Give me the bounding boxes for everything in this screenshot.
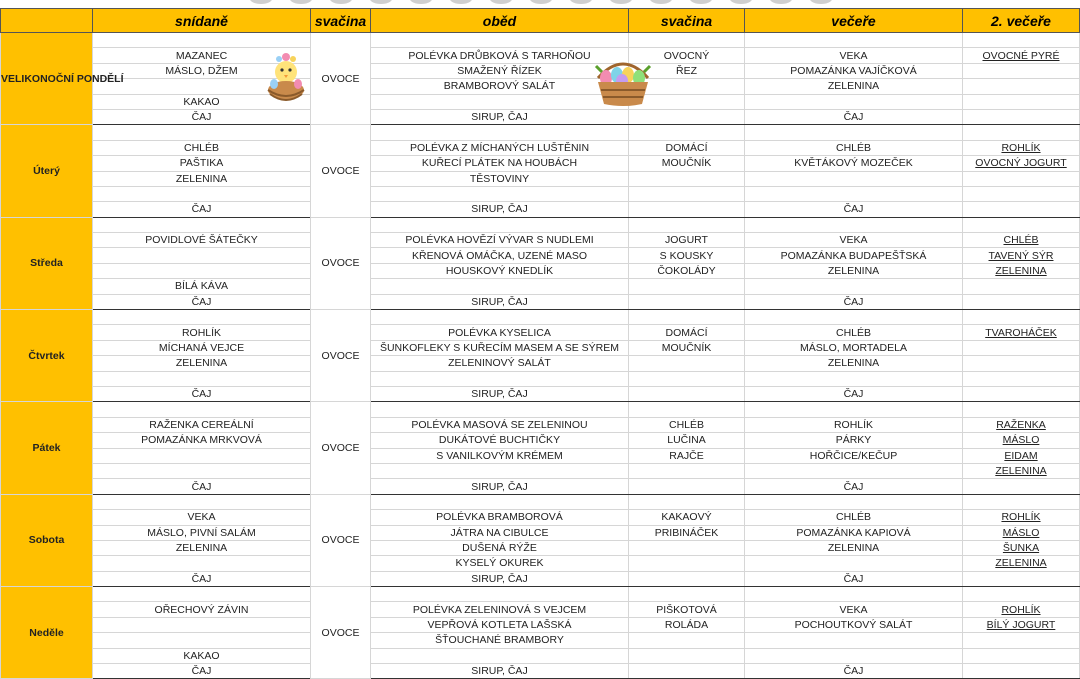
breakfast-cell: POVIDLOVÉ ŠÁTEČKY (93, 233, 311, 248)
second-dinner-cell (963, 325, 1080, 340)
breakfast-cell: KAKAO (93, 94, 311, 109)
lunch-cell: POLÉVKA BRAMBOROVÁ (371, 510, 629, 525)
second-dinner-item: ZELENINA (995, 465, 1047, 478)
table-row (1, 125, 1080, 140)
table-row (1, 448, 1080, 463)
second-dinner-cell (963, 109, 1080, 124)
table-row (1, 433, 1080, 448)
breakfast-cell (93, 310, 311, 325)
second-dinner-cell (963, 402, 1080, 417)
lunch-cell: SIRUP, ČAJ (371, 109, 629, 124)
breakfast-cell: ZELENINA (93, 540, 311, 555)
afternoon-snack-cell: ČOKOLÁDY (629, 263, 745, 278)
second-dinner-item: ROHLÍK (1001, 511, 1041, 524)
second-dinner-cell (963, 340, 1080, 355)
dinner-cell (745, 217, 963, 232)
second-dinner-item: BÍLÝ JOGURT (986, 619, 1056, 632)
second-dinner-cell (963, 156, 1080, 171)
dinner-cell: POCHOUTKOVÝ SALÁT (745, 617, 963, 632)
lunch-cell (371, 33, 629, 48)
afternoon-snack-cell: LUČINA (629, 433, 745, 448)
breakfast-cell: MÁSLO, PIVNÍ SALÁM (93, 525, 311, 540)
breakfast-cell (93, 587, 311, 602)
second-dinner-item: OVOCNÉ PYRÉ (982, 49, 1060, 62)
breakfast-cell: ZELENINA (93, 171, 311, 186)
breakfast-cell: ČAJ (93, 294, 311, 309)
table-row (1, 140, 1080, 155)
breakfast-cell: PAŠTIKA (93, 156, 311, 171)
breakfast-cell (93, 248, 311, 263)
second-dinner-cell (963, 94, 1080, 109)
second-dinner-cell (963, 463, 1080, 478)
breakfast-cell: MÍCHANÁ VEJCE (93, 340, 311, 355)
second-dinner-item: TVAROHÁČEK (985, 326, 1057, 339)
lunch-cell (371, 310, 629, 325)
morning-snack-cell: OVOCE (311, 33, 371, 125)
day-label: Neděle (1, 587, 93, 679)
afternoon-snack-cell: PIŠKOTOVÁ (629, 602, 745, 617)
lunch-cell (371, 494, 629, 509)
second-dinner-cell (963, 617, 1080, 632)
table-row (1, 171, 1080, 186)
afternoon-snack-cell (629, 371, 745, 386)
second-dinner-cell (963, 540, 1080, 555)
second-dinner-cell (963, 233, 1080, 248)
breakfast-cell: CHLÉB (93, 140, 311, 155)
second-dinner-cell (963, 217, 1080, 232)
second-dinner-item: TAVENÝ SÝR (988, 249, 1054, 262)
morning-snack-cell: OVOCE (311, 217, 371, 309)
dinner-cell: CHLÉB (745, 325, 963, 340)
dinner-cell (745, 94, 963, 109)
day-label: Úterý (1, 125, 93, 217)
breakfast-cell (93, 448, 311, 463)
dinner-cell: HOŘČICE/KEČUP (745, 448, 963, 463)
breakfast-cell (93, 402, 311, 417)
afternoon-snack-cell (629, 125, 745, 140)
table-row (1, 571, 1080, 586)
table-row (1, 217, 1080, 232)
lunch-cell: TĚSTOVINY (371, 171, 629, 186)
table-row (1, 648, 1080, 663)
second-dinner-item: OVOCNÝ JOGURT (975, 157, 1067, 170)
second-dinner-cell (963, 602, 1080, 617)
afternoon-snack-cell (629, 664, 745, 679)
day-label: Středa (1, 217, 93, 309)
breakfast-cell (93, 494, 311, 509)
second-dinner-cell (963, 263, 1080, 278)
second-dinner-cell (963, 171, 1080, 186)
dinner-cell (745, 33, 963, 48)
lunch-cell: HOUSKOVÝ KNEDLÍK (371, 263, 629, 278)
dinner-cell (745, 494, 963, 509)
table-row (1, 602, 1080, 617)
breakfast-cell (93, 371, 311, 386)
header-morning-snack: svačina (311, 9, 371, 33)
breakfast-cell: MAZANEC (93, 48, 311, 63)
afternoon-snack-cell: MOUČNÍK (629, 340, 745, 355)
dinner-cell: ČAJ (745, 664, 963, 679)
table-row (1, 233, 1080, 248)
second-dinner-cell (963, 448, 1080, 463)
table-row (1, 156, 1080, 171)
afternoon-snack-cell: JOGURT (629, 233, 745, 248)
breakfast-cell: ČAJ (93, 479, 311, 494)
lunch-cell: ŠUNKOFLEKY S KUŘECÍM MASEM A SE SÝREM (371, 340, 629, 355)
second-dinner-cell (963, 386, 1080, 401)
table-row (1, 325, 1080, 340)
dinner-cell: POMAZÁNKA BUDAPEŠŤSKÁ (745, 248, 963, 263)
second-dinner-cell (963, 479, 1080, 494)
afternoon-snack-cell (629, 109, 745, 124)
dinner-cell: ZELENINA (745, 356, 963, 371)
table-row (1, 48, 1080, 63)
second-dinner-cell (963, 587, 1080, 602)
afternoon-snack-cell: OVOCNÝ (629, 48, 745, 63)
second-dinner-item: ZELENINA (995, 265, 1047, 278)
dinner-cell: ČAJ (745, 479, 963, 494)
afternoon-snack-cell: PRIBINÁČEK (629, 525, 745, 540)
table-row (1, 525, 1080, 540)
breakfast-cell (93, 186, 311, 201)
lunch-cell: SIRUP, ČAJ (371, 386, 629, 401)
breakfast-cell: BÍLÁ KÁVA (93, 279, 311, 294)
dinner-cell: ROHLÍK (745, 417, 963, 432)
second-dinner-cell (963, 494, 1080, 509)
afternoon-snack-cell: ŘEZ (629, 63, 745, 78)
dinner-cell: VEKA (745, 602, 963, 617)
morning-snack-cell: OVOCE (311, 494, 371, 586)
header-day (1, 9, 93, 33)
dinner-cell (745, 648, 963, 663)
dinner-cell: CHLÉB (745, 510, 963, 525)
dinner-cell: ČAJ (745, 294, 963, 309)
dinner-cell (745, 587, 963, 602)
lunch-cell: SIRUP, ČAJ (371, 571, 629, 586)
afternoon-snack-cell (629, 463, 745, 478)
afternoon-snack-cell (629, 294, 745, 309)
afternoon-snack-cell (629, 356, 745, 371)
header-row (1, 9, 1080, 33)
second-dinner-item: EIDAM (1004, 449, 1038, 462)
table-row (1, 33, 1080, 48)
lunch-cell: S VANILKOVÝM KRÉMEM (371, 448, 629, 463)
dinner-cell: CHLÉB (745, 140, 963, 155)
afternoon-snack-cell (629, 587, 745, 602)
table-row (1, 340, 1080, 355)
dinner-cell: POMAZÁNKA KAPIOVÁ (745, 525, 963, 540)
lunch-cell: POLÉVKA KYSELICA (371, 325, 629, 340)
second-dinner-item: CHLÉB (1003, 234, 1039, 247)
second-dinner-cell (963, 294, 1080, 309)
afternoon-snack-cell (629, 386, 745, 401)
dinner-cell: MÁSLO, MORTADELA (745, 340, 963, 355)
afternoon-snack-cell (629, 494, 745, 509)
dinner-cell: ZELENINA (745, 540, 963, 555)
breakfast-cell (93, 633, 311, 648)
breakfast-cell (93, 125, 311, 140)
header-afternoon-snack: svačina (629, 9, 745, 33)
header-dinner: večeře (745, 9, 963, 33)
lunch-cell: VEPŘOVÁ KOTLETA LAŠSKÁ (371, 617, 629, 632)
afternoon-snack-cell (629, 633, 745, 648)
weekly-menu-table (0, 8, 1080, 679)
lunch-cell: SMAŽENÝ ŘÍZEK (371, 63, 629, 78)
table-row (1, 463, 1080, 478)
afternoon-snack-cell (629, 571, 745, 586)
lunch-cell: POLÉVKA ZELENINOVÁ S VEJCEM (371, 602, 629, 617)
lunch-cell (371, 463, 629, 478)
lunch-cell: POLÉVKA DRŮBKOVÁ S TARHOŇOU (371, 48, 629, 63)
second-dinner-cell (963, 140, 1080, 155)
breakfast-cell (93, 217, 311, 232)
breakfast-cell (93, 33, 311, 48)
afternoon-snack-cell (629, 186, 745, 201)
table-row (1, 63, 1080, 78)
table-row (1, 294, 1080, 309)
dinner-cell (745, 402, 963, 417)
afternoon-snack-cell (629, 33, 745, 48)
header-second-dinner: 2. večeře (963, 9, 1080, 33)
afternoon-snack-cell: CHLÉB (629, 417, 745, 432)
breakfast-cell: ROHLÍK (93, 325, 311, 340)
breakfast-cell: OŘECHOVÝ ZÁVIN (93, 602, 311, 617)
easter-chick-basket-icon (260, 50, 312, 108)
dinner-cell (745, 371, 963, 386)
second-dinner-cell (963, 125, 1080, 140)
day-label: Pátek (1, 402, 93, 494)
afternoon-snack-cell (629, 402, 745, 417)
table-row (1, 494, 1080, 509)
lunch-cell: POLÉVKA Z MÍCHANÝCH LUŠTĚNIN (371, 140, 629, 155)
second-dinner-cell (963, 33, 1080, 48)
afternoon-snack-cell (629, 540, 745, 555)
afternoon-snack-cell (629, 279, 745, 294)
breakfast-cell: ZELENINA (93, 356, 311, 371)
table-row (1, 186, 1080, 201)
header-breakfast: snídaně (93, 9, 311, 33)
second-dinner-cell (963, 79, 1080, 94)
second-dinner-item: MÁSLO (1002, 434, 1040, 447)
dinner-cell: ČAJ (745, 571, 963, 586)
table-row (1, 587, 1080, 602)
afternoon-snack-cell: RAJČE (629, 448, 745, 463)
afternoon-snack-cell: MOUČNÍK (629, 156, 745, 171)
lunch-cell (371, 217, 629, 232)
dinner-cell (745, 463, 963, 478)
table-row (1, 248, 1080, 263)
second-dinner-item: ŠUNKA (1002, 542, 1040, 555)
dinner-cell: PÁRKY (745, 433, 963, 448)
second-dinner-item: MÁSLO (1002, 526, 1040, 539)
second-dinner-item: ROHLÍK (1001, 141, 1041, 154)
dinner-cell (745, 279, 963, 294)
dinner-cell: ČAJ (745, 109, 963, 124)
table-row (1, 310, 1080, 325)
dinner-cell (745, 633, 963, 648)
second-dinner-cell (963, 279, 1080, 294)
second-dinner-cell (963, 571, 1080, 586)
breakfast-cell: ČAJ (93, 571, 311, 586)
dinner-cell: POMAZÁNKA VAJÍČKOVÁ (745, 63, 963, 78)
table-row (1, 556, 1080, 571)
dinner-cell: VEKA (745, 233, 963, 248)
afternoon-snack-cell (629, 310, 745, 325)
afternoon-snack-cell: KAKAOVÝ (629, 510, 745, 525)
morning-snack-cell: OVOCE (311, 310, 371, 402)
table-row (1, 633, 1080, 648)
second-dinner-cell (963, 48, 1080, 63)
table-row (1, 202, 1080, 217)
second-dinner-cell (963, 664, 1080, 679)
breakfast-cell: ČAJ (93, 202, 311, 217)
breakfast-cell: MÁSLO, DŽEM (93, 63, 311, 78)
dinner-cell (745, 171, 963, 186)
lunch-cell: JÁTRA NA CIBULCE (371, 525, 629, 540)
dinner-cell: ZELENINA (745, 263, 963, 278)
second-dinner-cell (963, 648, 1080, 663)
lunch-cell: KUŘECÍ PLÁTEK NA HOUBÁCH (371, 156, 629, 171)
breakfast-cell: ČAJ (93, 386, 311, 401)
table-row (1, 417, 1080, 432)
day-label: Čtvrtek (1, 310, 93, 402)
lunch-cell (371, 371, 629, 386)
table-row (1, 664, 1080, 679)
table-row (1, 402, 1080, 417)
lunch-cell (371, 125, 629, 140)
second-dinner-cell (963, 417, 1080, 432)
lunch-cell: KŘENOVÁ OMÁČKA, UZENÉ MASO (371, 248, 629, 263)
lunch-cell: ŠŤOUCHANÉ BRAMBORY (371, 633, 629, 648)
second-dinner-item: ROHLÍK (1001, 603, 1041, 616)
afternoon-snack-cell: ROLÁDA (629, 617, 745, 632)
second-dinner-cell (963, 556, 1080, 571)
dinner-cell (745, 556, 963, 571)
breakfast-cell: ČAJ (93, 664, 311, 679)
lunch-cell: POLÉVKA HOVĚZÍ VÝVAR S NUDLEMI (371, 233, 629, 248)
breakfast-cell: POMAZÁNKA MRKVOVÁ (93, 433, 311, 448)
afternoon-snack-cell (629, 217, 745, 232)
second-dinner-cell (963, 525, 1080, 540)
lunch-cell: KYSELÝ OKUREK (371, 556, 629, 571)
second-dinner-cell (963, 356, 1080, 371)
lunch-cell: SIRUP, ČAJ (371, 202, 629, 217)
lunch-cell: ZELENINOVÝ SALÁT (371, 356, 629, 371)
second-dinner-cell (963, 248, 1080, 263)
breakfast-cell (93, 263, 311, 278)
table-row (1, 386, 1080, 401)
dinner-cell: VEKA (745, 48, 963, 63)
breakfast-cell: KAKAO (93, 648, 311, 663)
top-decoration-strip (0, 0, 1080, 8)
afternoon-snack-cell: S KOUSKY (629, 248, 745, 263)
lunch-cell (371, 94, 629, 109)
second-dinner-cell (963, 433, 1080, 448)
second-dinner-cell (963, 510, 1080, 525)
lunch-cell (371, 648, 629, 663)
dinner-cell (745, 310, 963, 325)
breakfast-cell: ČAJ (93, 109, 311, 124)
lunch-cell (371, 402, 629, 417)
afternoon-snack-cell: DOMÁCÍ (629, 325, 745, 340)
table-row (1, 109, 1080, 124)
table-row (1, 479, 1080, 494)
afternoon-snack-cell: DOMÁCÍ (629, 140, 745, 155)
morning-snack-cell: OVOCE (311, 587, 371, 679)
dinner-cell: ČAJ (745, 386, 963, 401)
second-dinner-cell (963, 202, 1080, 217)
afternoon-snack-cell (629, 479, 745, 494)
afternoon-snack-cell (629, 202, 745, 217)
second-dinner-cell (963, 310, 1080, 325)
lunch-cell (371, 279, 629, 294)
second-dinner-cell (963, 633, 1080, 648)
second-dinner-item: RAŽENKA (996, 418, 1046, 431)
table-row (1, 371, 1080, 386)
lunch-cell: BRAMBOROVÝ SALÁT (371, 79, 629, 94)
dinner-cell (745, 186, 963, 201)
table-row (1, 94, 1080, 109)
dinner-cell: ČAJ (745, 202, 963, 217)
easter-egg-basket-icon (592, 56, 654, 108)
breakfast-cell: VEKA (93, 510, 311, 525)
dinner-cell: KVĚTÁKOVÝ MOZEČEK (745, 156, 963, 171)
lunch-cell: POLÉVKA MASOVÁ SE ZELENINOU (371, 417, 629, 432)
breakfast-cell (93, 463, 311, 478)
day-label: VELIKONOČNÍ PONDĚLÍ (1, 33, 93, 125)
table-row (1, 617, 1080, 632)
lunch-cell: SIRUP, ČAJ (371, 294, 629, 309)
afternoon-snack-cell (629, 648, 745, 663)
morning-snack-cell: OVOCE (311, 125, 371, 217)
afternoon-snack-cell (629, 171, 745, 186)
lunch-cell: DUŠENÁ RÝŽE (371, 540, 629, 555)
table-row (1, 510, 1080, 525)
day-label: Sobota (1, 494, 93, 586)
second-dinner-cell (963, 186, 1080, 201)
lunch-cell: SIRUP, ČAJ (371, 479, 629, 494)
breakfast-cell (93, 556, 311, 571)
table-row (1, 279, 1080, 294)
lunch-cell (371, 186, 629, 201)
afternoon-snack-cell (629, 556, 745, 571)
second-dinner-cell (963, 371, 1080, 386)
dinner-cell: ZELENINA (745, 79, 963, 94)
table-row (1, 263, 1080, 278)
morning-snack-cell: OVOCE (311, 402, 371, 494)
breakfast-cell: RAŽENKA CEREÁLNÍ (93, 417, 311, 432)
lunch-cell: DUKÁTOVÉ BUCHTIČKY (371, 433, 629, 448)
lunch-cell: SIRUP, ČAJ (371, 664, 629, 679)
header-lunch: oběd (371, 9, 629, 33)
table-row (1, 356, 1080, 371)
dinner-cell (745, 125, 963, 140)
table-row (1, 540, 1080, 555)
second-dinner-item: ZELENINA (995, 557, 1047, 570)
breakfast-cell (93, 617, 311, 632)
second-dinner-cell (963, 63, 1080, 78)
table-row (1, 79, 1080, 94)
lunch-cell (371, 587, 629, 602)
